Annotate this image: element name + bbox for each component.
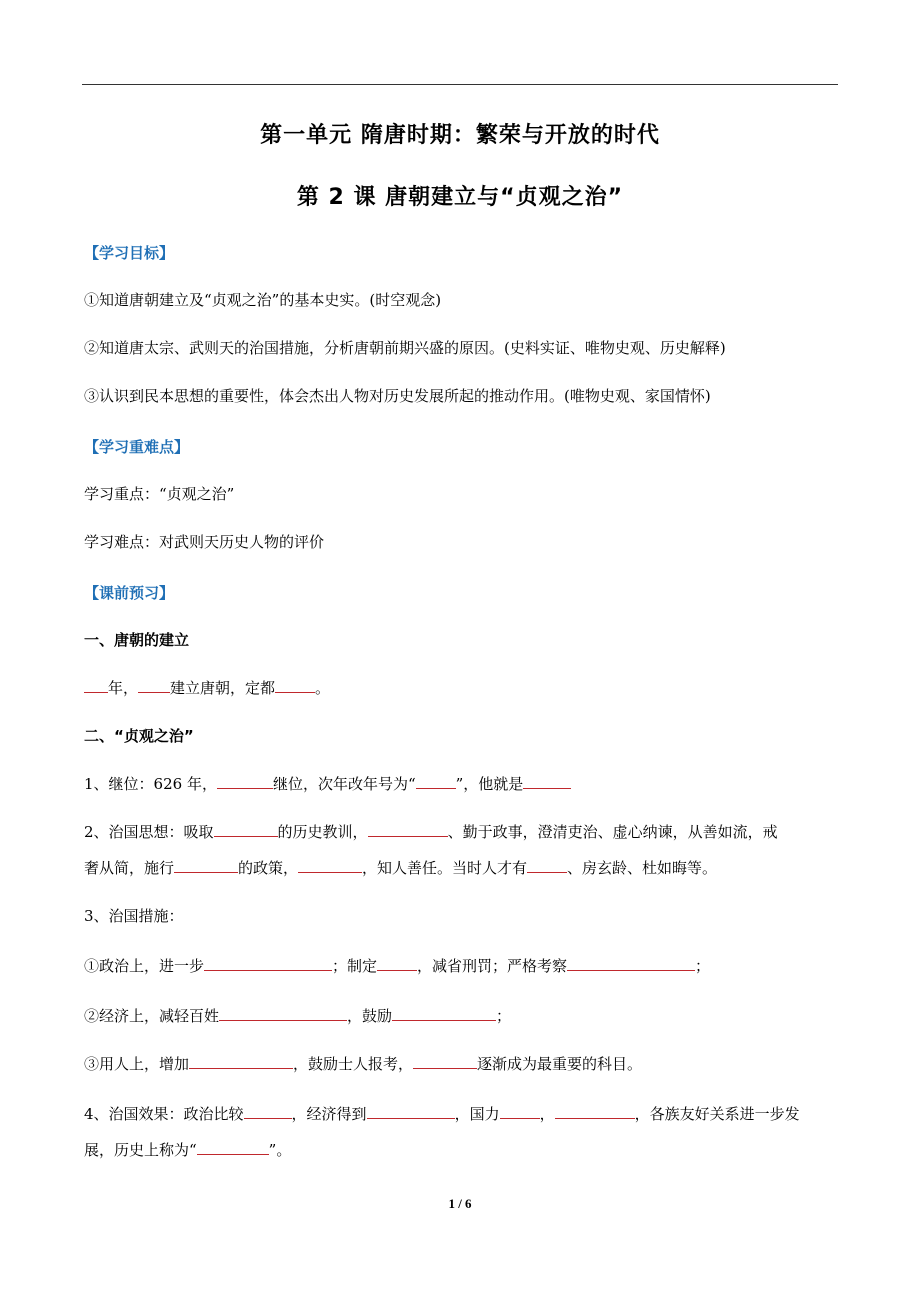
section-key-points: 【学习重难点】 xyxy=(84,438,190,456)
fill-line-talent: ③用人上，增加 ，鼓励士人报考， 逐渐成为最重要的科目。 xyxy=(84,1055,643,1073)
goal-2: ②知道唐太宗、武则天的治国措施，分析唐朝前期兴盛的原因。(史料实证、唯物史观、历史解释) xyxy=(84,339,726,357)
blank-politics-1[interactable] xyxy=(204,956,332,971)
blank-lesson[interactable] xyxy=(214,822,278,837)
blank-politics-2[interactable] xyxy=(377,956,417,971)
heading-tang-founding: 一、唐朝的建立 xyxy=(84,631,190,649)
key-difficulty: 学习难点：对武则天历史人物的评价 xyxy=(84,533,325,551)
blank-talent-2[interactable] xyxy=(413,1054,477,1069)
goal-1: ①知道唐朝建立及“贞观之治”的基本史实。(时空观念) xyxy=(84,291,442,309)
blank-politics-3[interactable] xyxy=(567,956,695,971)
blank-era-name[interactable] xyxy=(416,774,456,789)
fill-line-thought-2: 奢从简，施行 的政策， ，知人善任。当时人才有 、房玄龄、杜如晦等。 xyxy=(84,859,718,877)
blank-successor[interactable] xyxy=(217,774,273,789)
blank-effect-2[interactable] xyxy=(367,1104,455,1119)
blank-economy-1[interactable] xyxy=(219,1006,347,1021)
header-rule xyxy=(82,84,838,85)
blank-effect-3[interactable] xyxy=(500,1104,540,1119)
blank-effect-1[interactable] xyxy=(244,1104,292,1119)
blank-emperor[interactable] xyxy=(523,774,571,789)
fill-line-effect-2: 展，历史上称为“ ”。 xyxy=(84,1141,292,1159)
fill-line-effect-1: 4、治国效果：政治比较 ，经济得到 ，国力 ， ，各族友好关系进一步发 xyxy=(84,1105,800,1123)
page-number: 1 / 6 xyxy=(448,1196,472,1211)
fill-line-politics: ①政治上，进一步 ；制定 ，减省刑罚；严格考察 ； xyxy=(84,957,711,975)
blank-era-title[interactable] xyxy=(197,1140,269,1155)
blank-year[interactable] xyxy=(84,678,108,693)
blank-capital[interactable] xyxy=(275,678,315,693)
fill-line-thought-1: 2、治国思想：吸取 的历史教训， 、勤于政事，澄清吏治、虚心纳谏，从善如流，戒 xyxy=(84,823,778,841)
fill-line-economy: ②经济上，减轻百姓 ，鼓励 ； xyxy=(84,1007,512,1025)
measures-heading: 3、治国措施： xyxy=(84,907,184,925)
key-focus: 学习重点：“贞观之治” xyxy=(84,485,235,503)
heading-zhenguan: 二、“贞观之治” xyxy=(84,727,194,745)
blank-policy[interactable] xyxy=(174,858,238,873)
blank-talent-1[interactable] xyxy=(189,1054,293,1069)
blank-thought[interactable] xyxy=(368,822,448,837)
blank-virtue[interactable] xyxy=(298,858,362,873)
goal-3: ③认识到民本思想的重要性，体会杰出人物对历史发展所起的推动作用。(唯物史观、家国情怀) xyxy=(84,387,711,405)
blank-economy-2[interactable] xyxy=(392,1006,496,1021)
section-preview: 【课前预习】 xyxy=(84,584,175,602)
fill-line-succession: 1、继位：626 年， 继位，次年改年号为“ ”，他就是 xyxy=(84,772,840,796)
unit-title: 第一单元 隋唐时期：繁荣与开放的时代 xyxy=(260,123,660,148)
section-goals: 【学习目标】 xyxy=(84,244,175,262)
blank-effect-4[interactable] xyxy=(555,1104,635,1119)
lesson-title: 第 2 课 唐朝建立与“贞观之治” xyxy=(296,185,624,210)
blank-talent[interactable] xyxy=(527,858,567,873)
blank-founder[interactable] xyxy=(138,678,170,693)
fill-line-founding: 年， 建立唐朝，定都 。 xyxy=(84,676,840,700)
